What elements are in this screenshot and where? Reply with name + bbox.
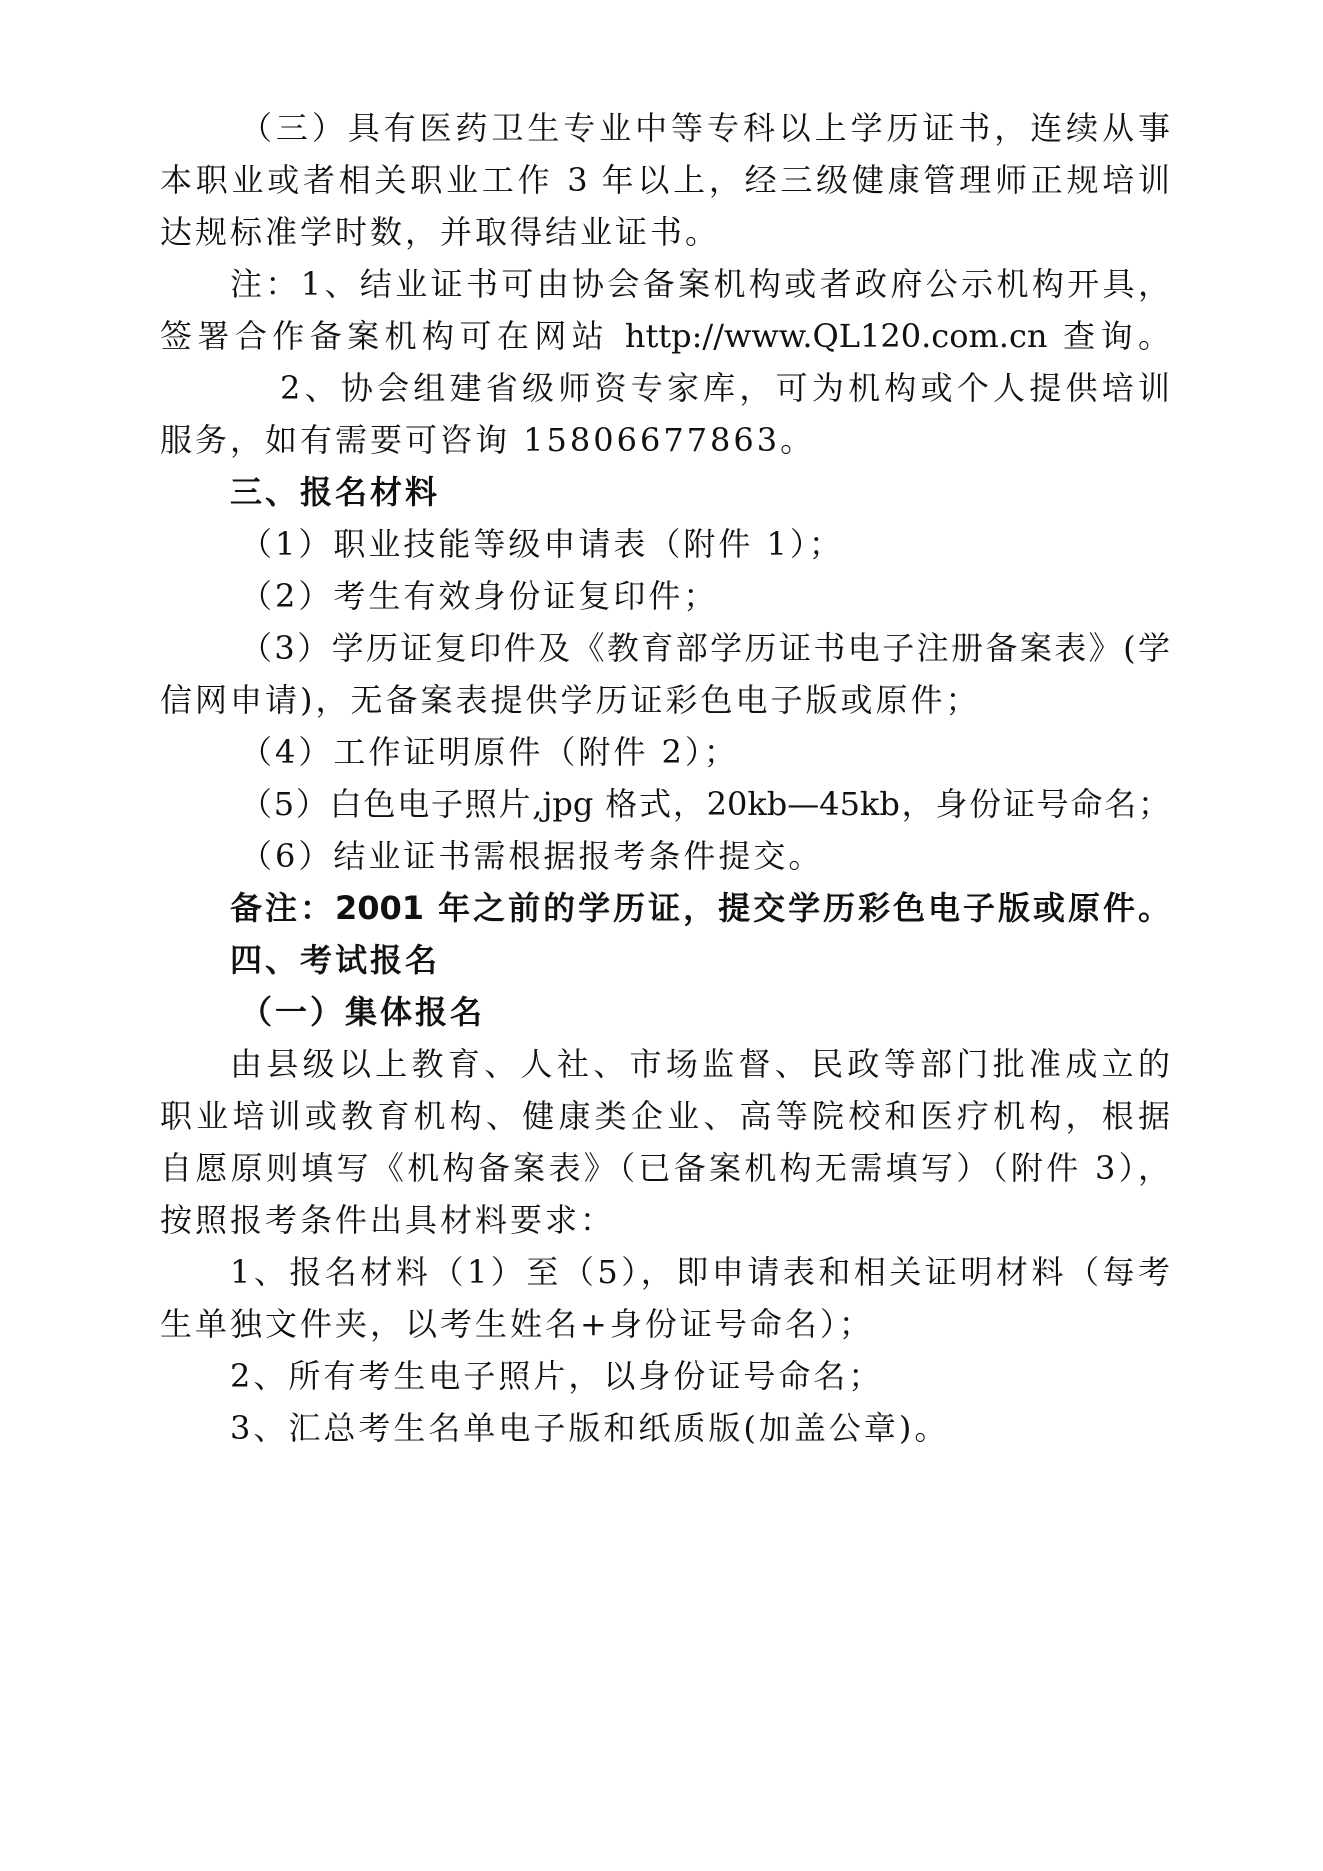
- material-item-4: （4）工作证明原件（附件 2）；: [240, 733, 739, 771]
- remark-note: 备注：2001 年之前的学历证，提交学历彩色电子版或原件。: [230, 889, 1170, 927]
- group-registration-line-1: 由县级以上教育、人社、市场监督、民政等部门批准成立的: [230, 1045, 1170, 1083]
- paragraph-condition-3-line-2: 本职业或者相关职业工作 3 年以上，经三级健康管理师正规培训: [160, 161, 1170, 199]
- requirement-2: 2、所有考生电子照片，以身份证号命名；: [230, 1357, 884, 1395]
- requirement-1-line-1: 1、报名材料（1）至（5），即申请表和相关证明材料（每考: [230, 1253, 1170, 1291]
- note-1-line-1: 注：1、结业证书可由协会备案机构或者政府公示机构开具，: [230, 265, 1170, 303]
- note-2-line-1: 2、协会组建省级师资专家库，可为机构或个人提供培训: [280, 369, 1170, 407]
- material-item-1: （1）职业技能等级申请表（附件 1）；: [240, 525, 844, 563]
- paragraph-condition-3-line-3: 达规标准学时数，并取得结业证书。: [160, 213, 721, 251]
- note-1-line-2: 签署合作备案机构可在网站 http://www.QL120.com.cn 查询。: [160, 317, 1170, 355]
- subsection-heading-group-registration: （一）集体报名: [240, 993, 486, 1031]
- material-item-5: （5）白色电子照片,jpg 格式，20kb—45kb，身份证号命名；: [240, 785, 1170, 823]
- material-item-2: （2）考生有效身份证复印件；: [240, 577, 719, 615]
- material-item-3-line-1: （3）学历证复印件及《教育部学历证书电子注册备案表》(学: [240, 629, 1170, 667]
- group-registration-line-3: 自愿原则填写《机构备案表》（已备案机构无需填写）（附件 3），: [160, 1149, 1170, 1187]
- note-2-line-2: 服务，如有需要可咨询 15806677863。: [160, 421, 816, 459]
- group-registration-line-4: 按照报考条件出具材料要求：: [160, 1201, 616, 1239]
- material-item-6: （6）结业证书需根据报考条件提交。: [240, 837, 824, 875]
- paragraph-condition-3-line-1: （三）具有医药卫生专业中等专科以上学历证书，连续从事: [240, 109, 1170, 147]
- material-item-3-line-2: 信网申请)，无备案表提供学历证彩色电子版或原件；: [160, 681, 981, 719]
- requirement-3: 3、汇总考生名单电子版和纸质版(加盖公章)。: [230, 1409, 950, 1447]
- group-registration-line-2: 职业培训或教育机构、健康类企业、高等院校和医疗机构，根据: [160, 1097, 1170, 1135]
- section-heading-materials: 三、报名材料: [230, 473, 441, 511]
- requirement-1-line-2: 生单独文件夹，以考生姓名+身份证号命名）；: [160, 1305, 874, 1343]
- section-heading-registration: 四、考试报名: [230, 941, 441, 979]
